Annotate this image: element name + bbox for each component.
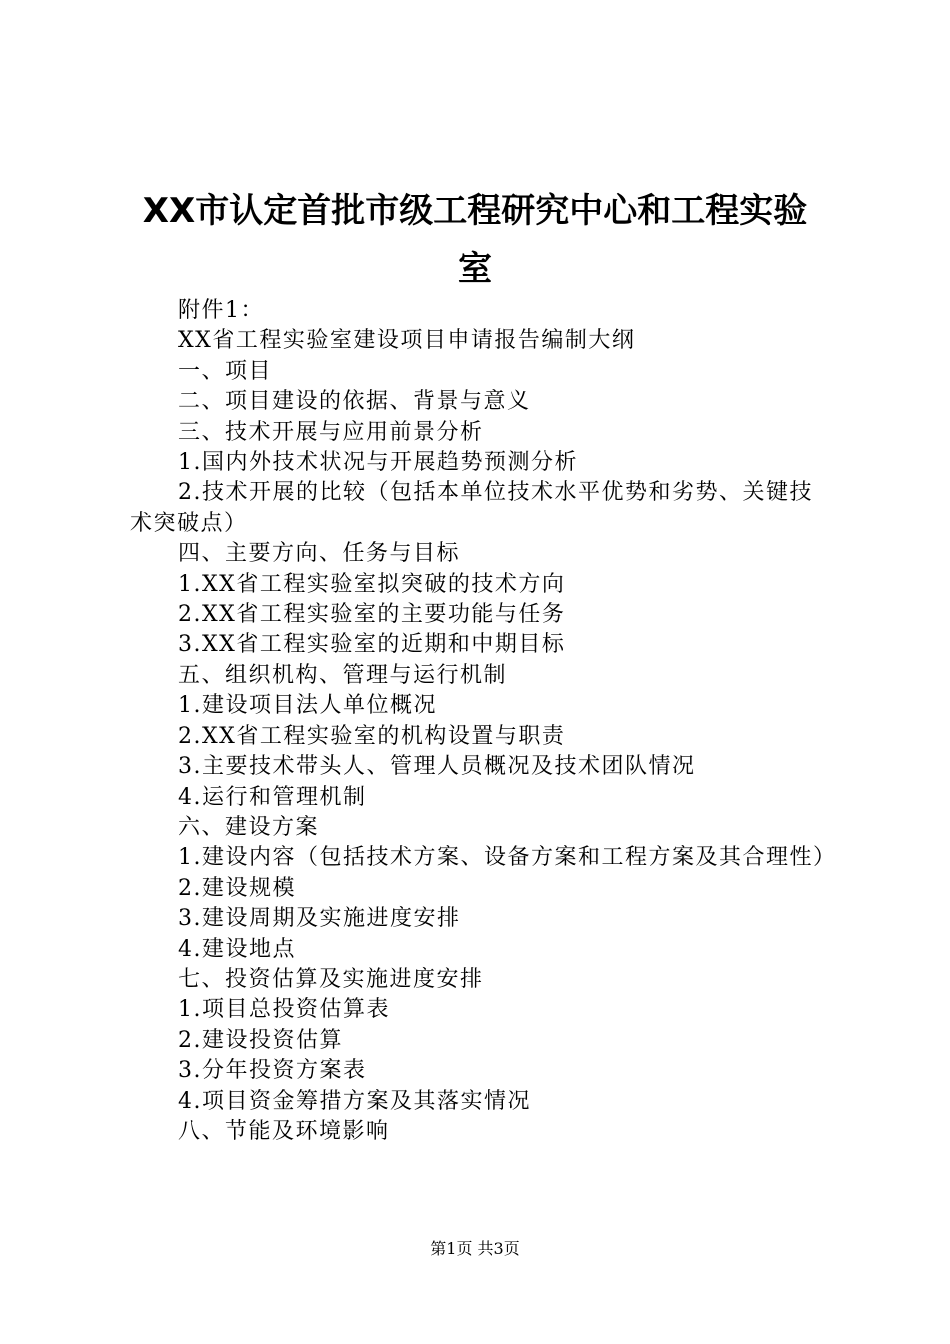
list-item: 3.分年投资方案表 — [178, 1058, 367, 1084]
list-item: 1.国内外技术状况与开展趋势预测分析 — [178, 450, 578, 476]
list-item: 1.XX省工程实验室拟突破的技术方向 — [178, 571, 566, 597]
document-title-line-1: XX市认定首批市级工程研究中心和工程实验 — [142, 191, 808, 231]
list-item: 1.项目总投资估算表 — [178, 997, 390, 1023]
document-body — [130, 296, 836, 1147]
section-heading-3: 三、技术开展与应用前景分析 — [178, 419, 484, 445]
list-item: 3.XX省工程实验室的近期和中期目标 — [178, 632, 566, 658]
list-item: 2.XX省工程实验室的机构设置与职责 — [178, 723, 566, 749]
section-heading-2: 二、项目建设的依据、背景与意义 — [178, 389, 531, 415]
list-item: 2.建设规模 — [178, 875, 296, 901]
list-item: 2.XX省工程实验室的主要功能与任务 — [178, 602, 566, 628]
list-item: 2.技术开展的比较（包括本单位技术水平优势和劣势、关键技术突破点） — [130, 480, 813, 536]
list-item: 3.主要技术带头人、管理人员概况及技术团队情况 — [178, 754, 696, 780]
section-heading-1: 一、项目 — [178, 358, 273, 384]
page-footer: 第1页 共3页 — [430, 1239, 520, 1258]
list-item: 3.建设周期及实施进度安排 — [178, 906, 461, 932]
paragraph-attachment-label: 附件1： — [178, 298, 264, 323]
list-item: 4.项目资金筹措方案及其落实情况 — [178, 1088, 531, 1114]
list-item: 4.建设地点 — [178, 936, 296, 962]
document-title-line-2: 室 — [458, 249, 492, 289]
section-heading-5: 五、组织机构、管理与运行机制 — [178, 662, 508, 688]
list-item: 1.建设内容（包括技术方案、设备方案和工程方案及其合理性） — [178, 845, 837, 871]
section-heading-7: 七、投资估算及实施进度安排 — [178, 966, 484, 992]
list-item: 2.建设投资估算 — [178, 1027, 343, 1053]
section-heading-6: 六、建设方案 — [178, 814, 320, 840]
list-item: 1.建设项目法人单位概况 — [178, 693, 437, 719]
list-item: 4.运行和管理机制 — [178, 784, 367, 810]
section-heading-8: 八、节能及环境影响 — [178, 1118, 390, 1144]
paragraph-outline-title: XX省工程实验室建设项目申请报告编制大纲 — [178, 328, 636, 354]
section-heading-4: 四、主要方向、任务与目标 — [178, 541, 461, 567]
